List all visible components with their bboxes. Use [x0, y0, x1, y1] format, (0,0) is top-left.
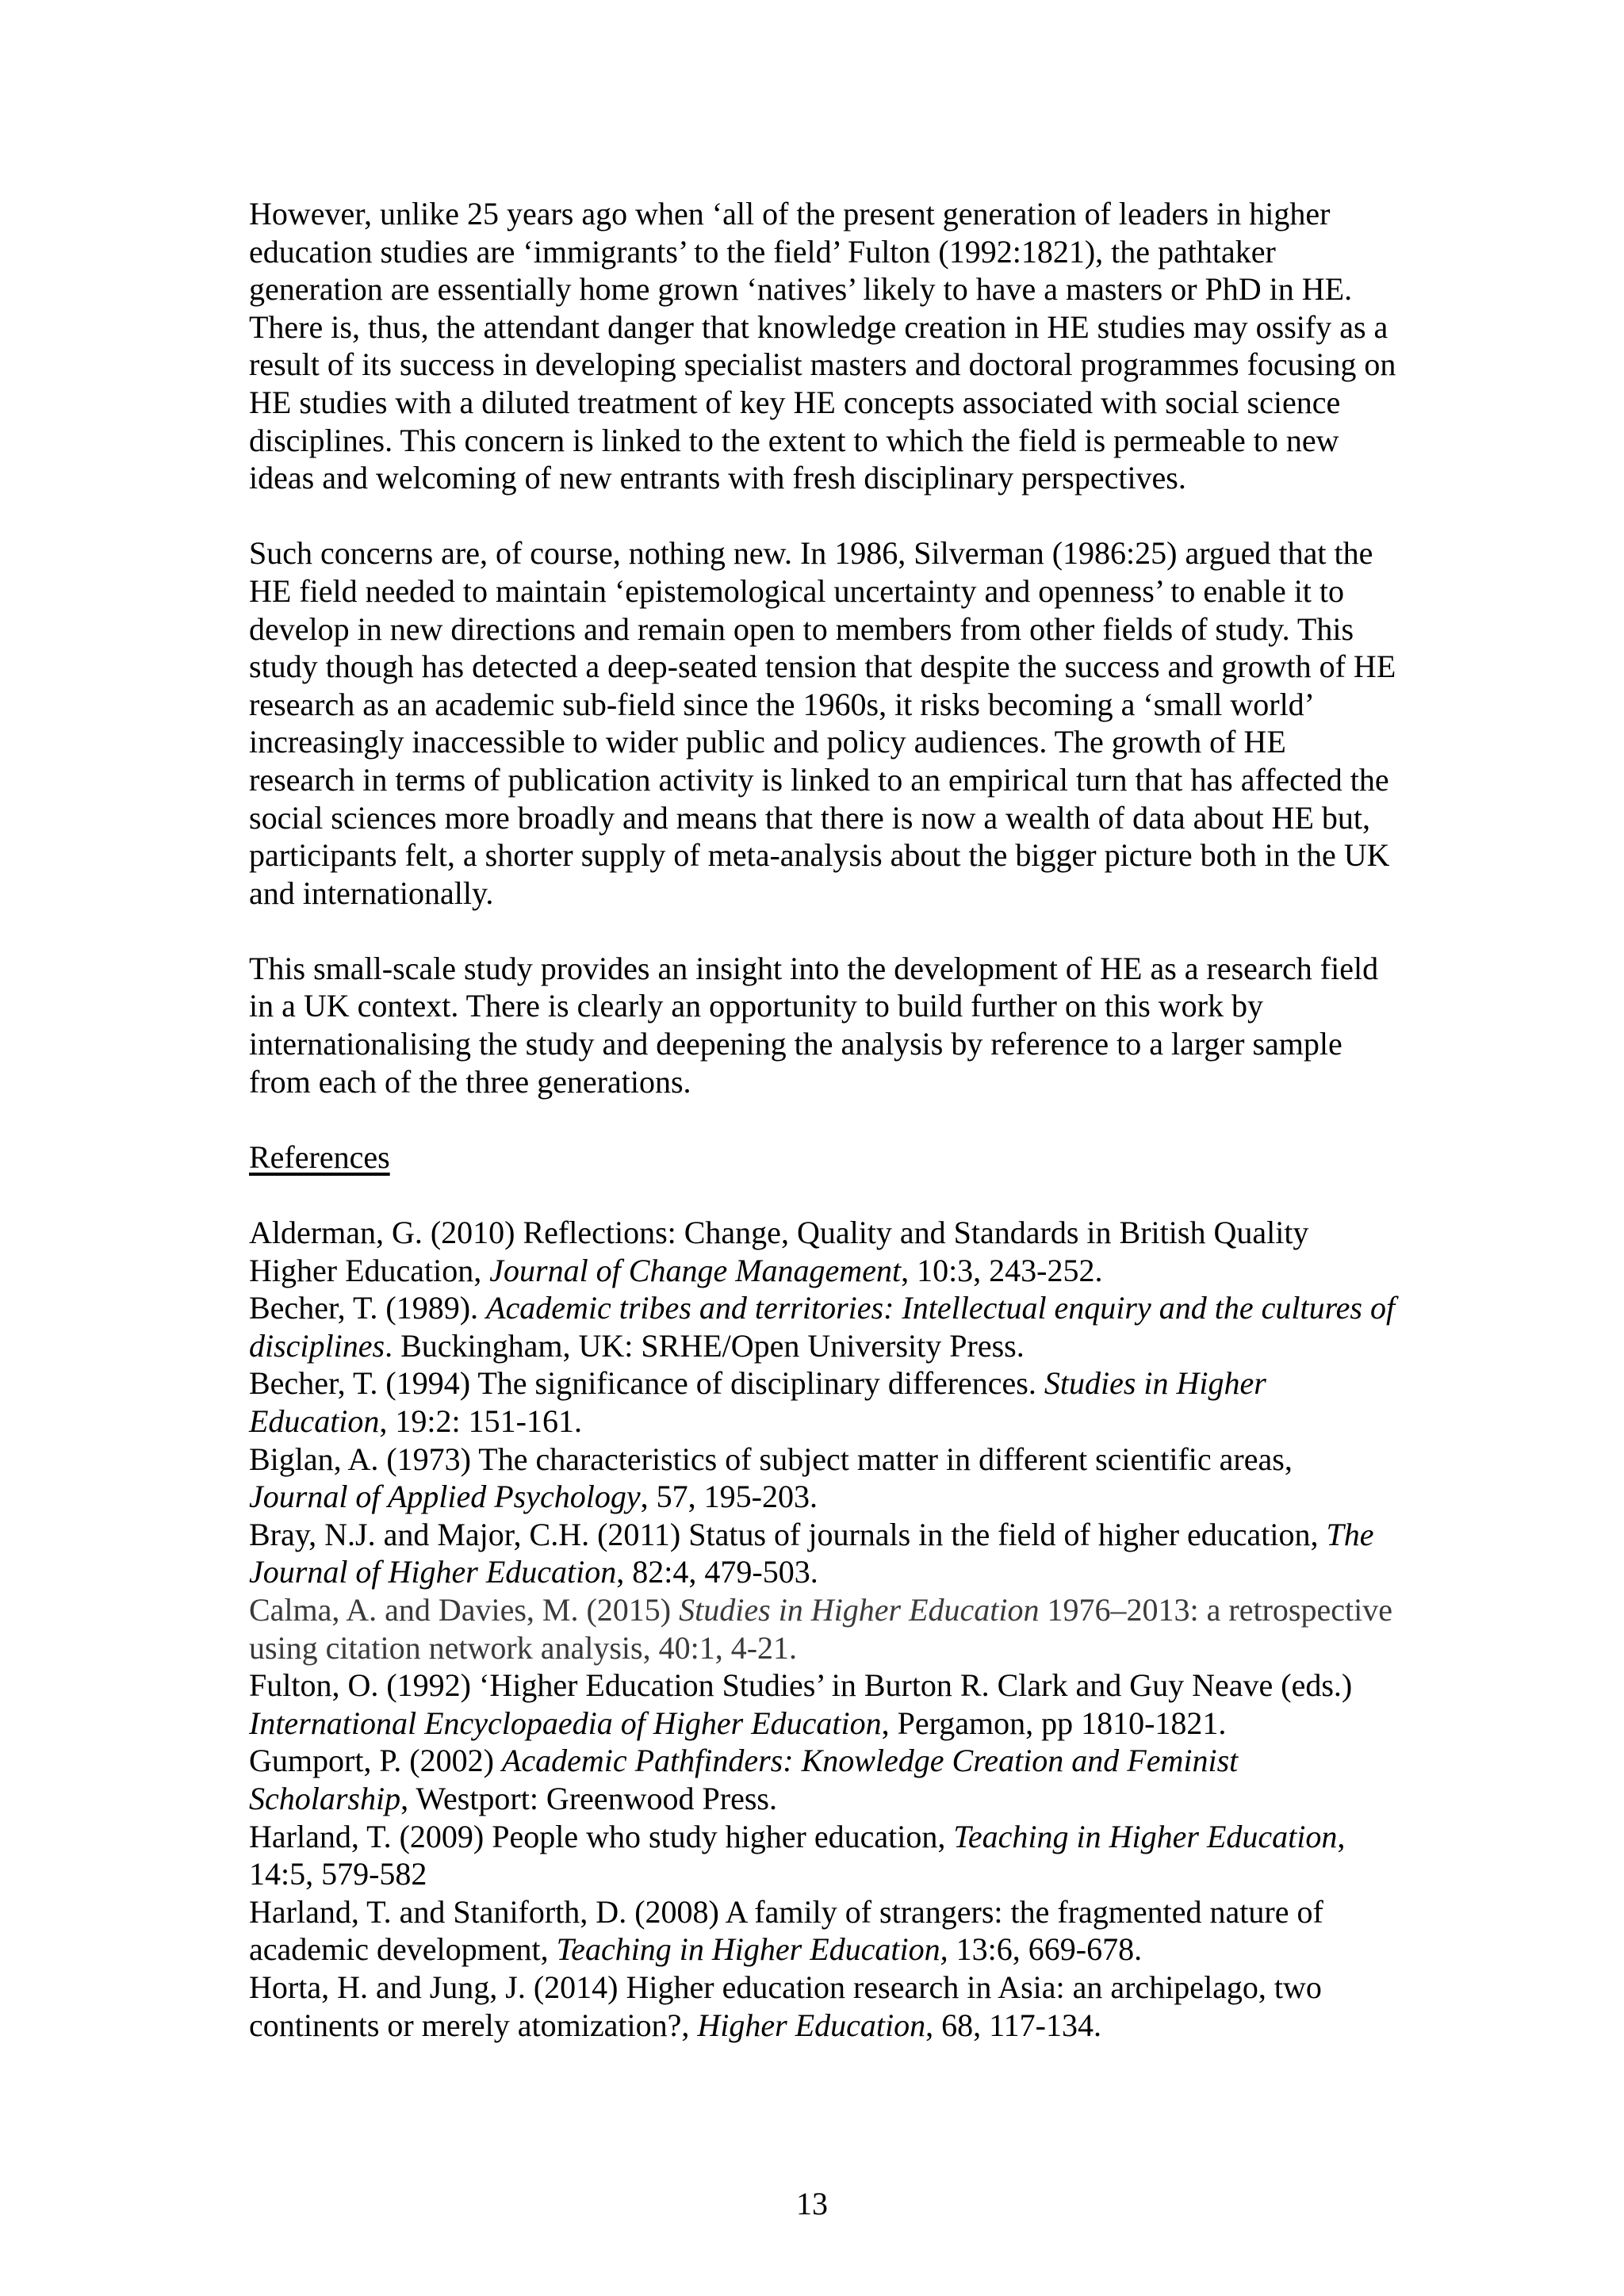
reference-journal: Teaching in Higher Education, [556, 1931, 948, 1968]
body-paragraph-3: This small-scale study provides an insight into the development of HE as a research field in a UK context. There is clearly an opportunity to build further on this work by internationalising the study and deepening the analysis by reference to a larger sample from each of the three generations. [249, 950, 1379, 1100]
reference-item [249, 1214, 1399, 1289]
reference-details: , 82:4, 479-503. [616, 1554, 818, 1590]
reference-journal: The Journal of Higher Education [249, 1516, 1374, 1590]
reference-details: , 68, 117-134. [925, 2007, 1101, 2043]
references-heading: References [249, 1138, 390, 1175]
reference-text: Harland, T. (2009) People who study higher education, [249, 1818, 954, 1854]
document-page [249, 195, 1399, 2044]
reference-item [249, 1441, 1399, 1516]
page-number: 13 [796, 2186, 828, 2221]
reference-text: Becher, T. (1989). [249, 1290, 487, 1326]
reference-item [249, 1969, 1399, 2044]
reference-item [249, 1364, 1399, 1440]
reference-journal: Teaching in Higher Education [953, 1818, 1338, 1854]
reference-journal: Studies in Higher Education [249, 1365, 1266, 1439]
reference-text: Horta, H. and Jung, J. (2014) Higher education research in Asia: an archipelago, two continents or merely atomization?, [249, 1969, 1322, 2043]
reference-text: Calma, A. and Davies, M. (2015) [249, 1591, 680, 1628]
reference-details: , Westport: Greenwood Press. [400, 1780, 777, 1816]
reference-journal: Journal of Applied Psychology [249, 1479, 641, 1515]
body-paragraph-1: However, unlike 25 years ago when ‘all of the present generation of leaders in higher education studies are ‘immigrants’ to the field’ Fulton (1992:1821), the pathtaker generation are essentially home grown ‘natives’ likely to have a masters or PhD in HE. There is, thus, the attendant danger that knowledge creation in HE studies may ossify as a result of its success in developing specialist masters and doctoral programmes focusing on HE studies with a diluted treatment of key HE concepts associated with social science disciplines. This concern is linked to the extent to which the field is permeable to new ideas and welcoming of new entrants with fresh disciplinary perspectives. [249, 196, 1396, 496]
reference-details: , 19:2: 151-161. [379, 1403, 582, 1439]
reference-item [249, 1818, 1399, 1893]
reference-details: , Pergamon, pp 1810-1821. [881, 1705, 1227, 1741]
body-paragraph-2: Such concerns are, of course, nothing new. In 1986, Silverman (1986:25) argued that the HE field needed to maintain ‘epistemological uncertainty and openness’ to enable it to develop in new directions and remain open to members from other fields of study. This study though has detected a deep-seated tension that despite the success and growth of HE research as an academic sub-field since the 1960s, it risks becoming a ‘small world’ increasingly inaccessible to wider public and policy audiences. The growth of HE research in terms of publication activity is linked to an empirical turn that has affected the social sciences more broadly and means that there is now a wealth of data about HE but, participants felt, a shorter supply of meta-analysis about the bigger picture both in the UK and internationally. [249, 535, 1396, 911]
reference-text: Bray, N.J. and Major, C.H. (2011) Status of journals in the field of higher education, [249, 1516, 1327, 1552]
reference-text: Fulton, O. (1992) ‘Higher Education Studies’ in Burton R. Clark and Guy Neave (eds.) [249, 1667, 1353, 1704]
reference-details: , 10:3, 243-252. [901, 1252, 1103, 1288]
reference-text: Harland, T. and Staniforth, D. (2008) A family of strangers: the fragmented nature of academic development, [249, 1893, 1323, 1968]
reference-journal: International Encyclopaedia of Higher Education [249, 1705, 882, 1741]
reference-item [249, 1591, 1399, 1667]
reference-text: Becher, T. (1994) The significance of disciplinary differences. [249, 1365, 1044, 1402]
reference-journal: Journal of Change Management [489, 1252, 902, 1288]
reference-details: , 57, 195-203. [640, 1479, 818, 1515]
reference-details: 13:6, 669-678. [948, 1931, 1143, 1968]
reference-item [249, 1516, 1399, 1591]
reference-text: Alderman, G. (2010) Reflections: Change, Quality and Standards in British Quality Higher Education, [249, 1215, 1309, 1288]
reference-journal: Academic tribes and territories: Intellectual enquiry and the cultures of disciplines [249, 1290, 1396, 1364]
reference-item [249, 1893, 1399, 1969]
reference-item [249, 1667, 1399, 1742]
reference-journal: Higher Education [697, 2007, 926, 2043]
references-list [249, 1214, 1399, 2044]
reference-text: Gumport, P. (2002) [249, 1743, 502, 1779]
reference-details: , 14:5, 579-582 [249, 1818, 1346, 1892]
reference-text: Biglan, A. (1973) The characteristics of subject matter in different scientific areas, [249, 1441, 1293, 1477]
reference-journal: Studies in Higher Education [679, 1591, 1040, 1628]
reference-details: . Buckingham, UK: SRHE/Open University Press. [385, 1327, 1025, 1364]
reference-details: 1976–2013: a retrospective using citation network analysis, 40:1, 4-21. [249, 1591, 1392, 1666]
reference-journal: Academic Pathfinders: Knowledge Creation and Feminist Scholarship [249, 1743, 1239, 1816]
reference-item [249, 1742, 1399, 1817]
reference-item [249, 1289, 1399, 1364]
